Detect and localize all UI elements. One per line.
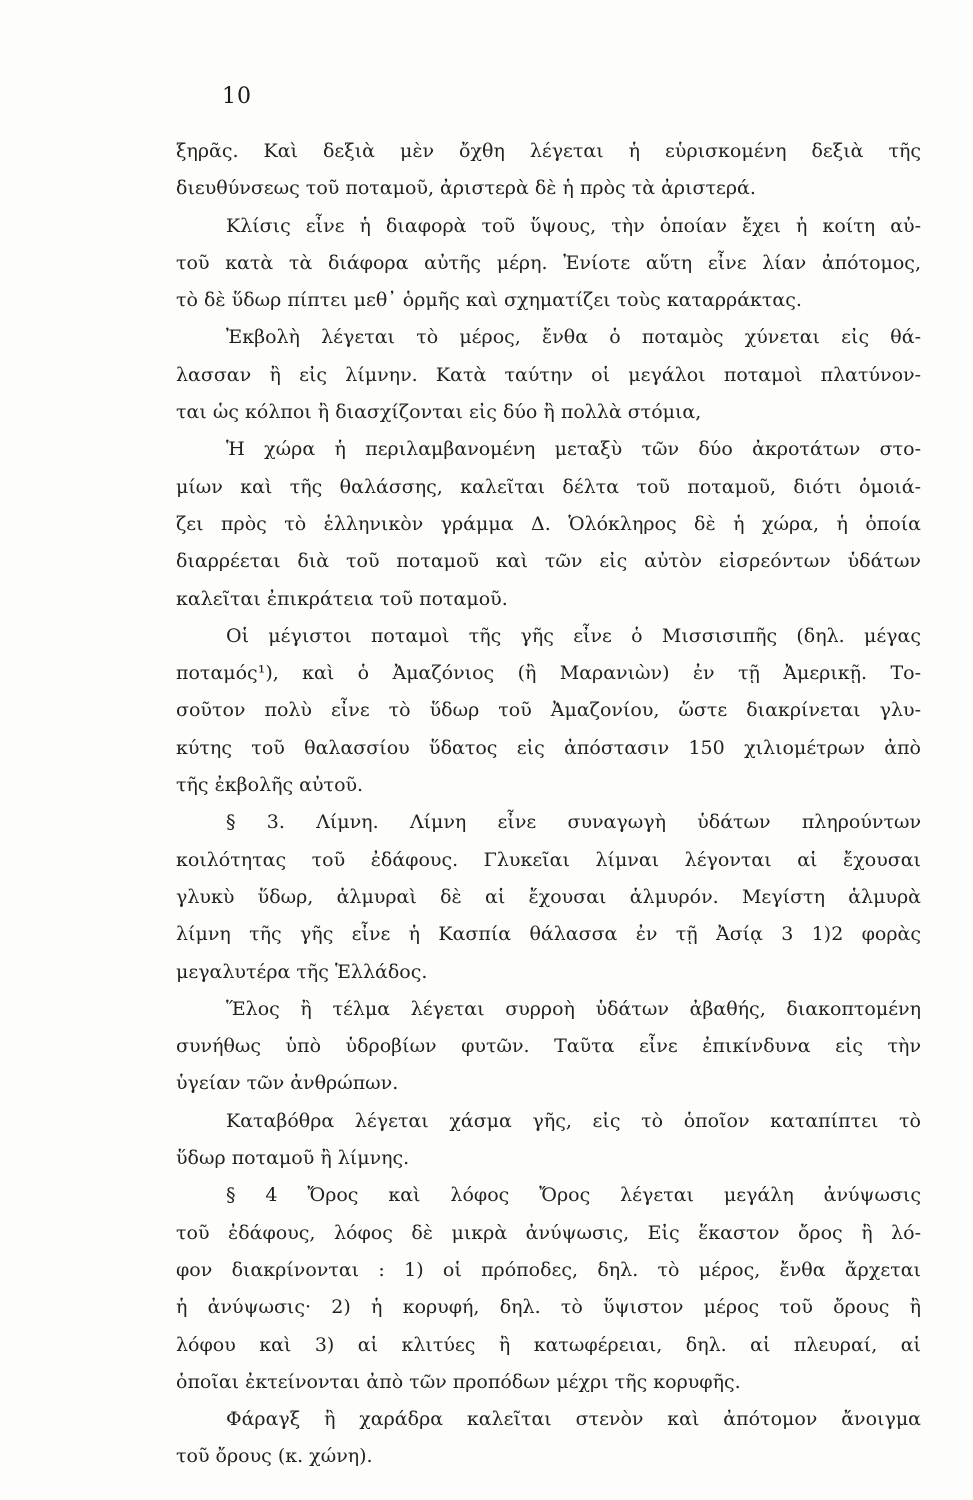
text-line: ξηρᾶς. Καὶ δεξιὰ μὲν ὄχθη λέγεται ἡ εὑρισκομένη δεξιὰ τῆς <box>176 140 921 162</box>
text-line: φον διακρίνονται : 1) οἱ πρόποδες, δηλ. τὸ μέρος, ἔνθα ἄρχεται <box>176 1258 921 1281</box>
text-line: ὑγείαν τῶν ἀνθρώπων. <box>176 1072 399 1095</box>
text-line: μίων καὶ τῆς θαλάσσης, καλεῖται δέλτα τοῦ ποταμοῦ, διότι ὁμοιά- <box>176 475 921 498</box>
text-line: λίμνη τῆς γῆς εἶνε ἡ Κασπία θάλασσα ἐν τῇ Ἀσίᾳ 3 1)2 φορὰς <box>176 923 921 946</box>
text-line: ζει πρὸς τὸ ἑλληνικὸν γράμμα Δ. Ὁλόκληρος δὲ ἡ χώρα, ἡ ὁποία <box>176 512 921 535</box>
text-line: γλυκὺ ὕδωρ, ἁλμυραὶ δὲ αἱ ἔχουσαι ἁλμυρόν. Μεγίστη ἁλμυρὰ <box>176 885 921 908</box>
text-line: τοῦ ἐδάφους, λόφος δὲ μικρὰ ἀνύψωσις, Εἰς ἕκαστον ὄρος ἢ λό- <box>176 1221 921 1244</box>
text-line: διευθύνσεως τοῦ ποταμοῦ, ἀριστερὰ δὲ ἡ πρὸς τὰ ἀριστερά. <box>176 177 756 200</box>
text-line: ἡ ἀνύψωσις· 2) ἡ κορυφή, δηλ. τὸ ὕψιστον μέρος τοῦ ὄρους ἢ <box>176 1296 921 1319</box>
text-line: καλεῖται ἐπικράτεια τοῦ ποταμοῦ. <box>176 587 508 610</box>
text-line: μεγαλυτέρα τῆς Ἑλλάδος. <box>176 960 428 983</box>
text-line: Ἐκβολὴ λέγεται τὸ μέρος, ἔνθα ὁ ποταμὸς χύνεται εἰς θά- <box>226 326 921 349</box>
text-line: τῆς ἐκβολῆς αὐτοῦ. <box>176 774 364 797</box>
text-line: Κλίσις εἶνε ἡ διαφορὰ τοῦ ὕψους, τὴν ὁποίαν ἔχει ἡ κοίτη αὐ- <box>226 214 921 237</box>
text-line: λασσαν ἢ εἰς λίμνην. Κατὰ ταύτην οἱ μεγάλοι ποταμοὶ πλατύνον- <box>176 363 921 386</box>
text-line: λόφου καὶ 3) αἱ κλιτύες ἢ κατωφέρειαι, δηλ. αἱ πλευραί, αἱ <box>176 1333 921 1356</box>
text-line: Ἡ χώρα ἡ περιλαμβανομένη μεταξὺ τῶν δύο ἀκροτάτων στο- <box>226 438 921 461</box>
text-line: κύτης τοῦ θαλασσίου ὕδατος εἰς ἀπόστασιν 150 χιλιομέτρων ἀπὸ <box>176 736 921 759</box>
body-text <box>176 133 921 1476</box>
page-number: 10 <box>222 84 252 109</box>
text-line: σοῦτον πολὺ εἶνε τὸ ὕδωρ τοῦ Ἀμαζονίου, ὥστε διακρίνεται γλυ- <box>176 699 921 722</box>
text-line: Οἱ μέγιστοι ποταμοὶ τῆς γῆς εἶνε ὁ Μισσισιπῆς (δηλ. μέγας <box>226 624 921 647</box>
text-line: Καταβόθρα λέγεται χάσμα γῆς, εἰς τὸ ὁποῖον καταπίπτει τὸ <box>226 1109 921 1132</box>
text-line: ται ὡς κόλποι ἢ διασχίζονται εἰς δύο ἢ πολλὰ στόμια, <box>176 401 702 424</box>
text-line: συνήθως ὑπὸ ὑδροβίων φυτῶν. Ταῦτα εἶνε ἐπικίνδυνα εἰς τὴν <box>176 1035 921 1058</box>
text-line: τοῦ κατὰ τὰ διάφορα αὐτῆς μέρη. Ἐνίοτε αὕτη εἶνε λίαν ἀπότομος, <box>176 251 921 274</box>
text-line: ὕδωρ ποταμοῦ ἢ λίμνης. <box>176 1147 410 1170</box>
text-line: ὁποῖαι ἐκτείνονται ἀπὸ τῶν προπόδων μέχρι τῆς κορυφῆς. <box>176 1370 741 1393</box>
section-heading-line: § 4 Ὄρος καὶ λόφος Ὄρος λέγεται μεγάλη ἀνύψωσις <box>226 1184 921 1207</box>
section-heading-line: § 3. Λίμνη. Λίμνη εἶνε συναγωγὴ ὑδάτων πληρούντων <box>226 811 921 834</box>
text-line: Φάραγξ ἢ χαράδρα καλεῖται στενὸν καὶ ἀπότομον ἄνοιγμα <box>226 1408 921 1431</box>
text-line: ποταμός¹), καὶ ὁ Ἀμαζόνιος (ἢ Μαρανιὼν) ἐν τῇ Ἀμερικῇ. Το- <box>176 662 921 685</box>
text-line: κοιλότητας τοῦ ἐδάφους. Γλυκεῖαι λίμναι λέγονται αἱ ἔχουσαι <box>176 848 921 871</box>
text-line: τὸ δὲ ὕδωρ πίπτει μεθ᾽ ὁρμῆς καὶ σχηματίζει τοὺς καταρράκτας. <box>176 289 802 312</box>
text-line: Ἕλος ἢ τέλμα λέγεται συρροὴ ὑδάτων ἀβαθής, διακοπτομένη <box>226 997 921 1020</box>
text-line: διαρρέεται διὰ τοῦ ποταμοῦ καὶ τῶν εἰς αὐτὸν εἰσρεόντων ὑδάτων <box>176 550 921 573</box>
text-line: τοῦ ὄρους (κ. χώνη). <box>176 1445 373 1468</box>
